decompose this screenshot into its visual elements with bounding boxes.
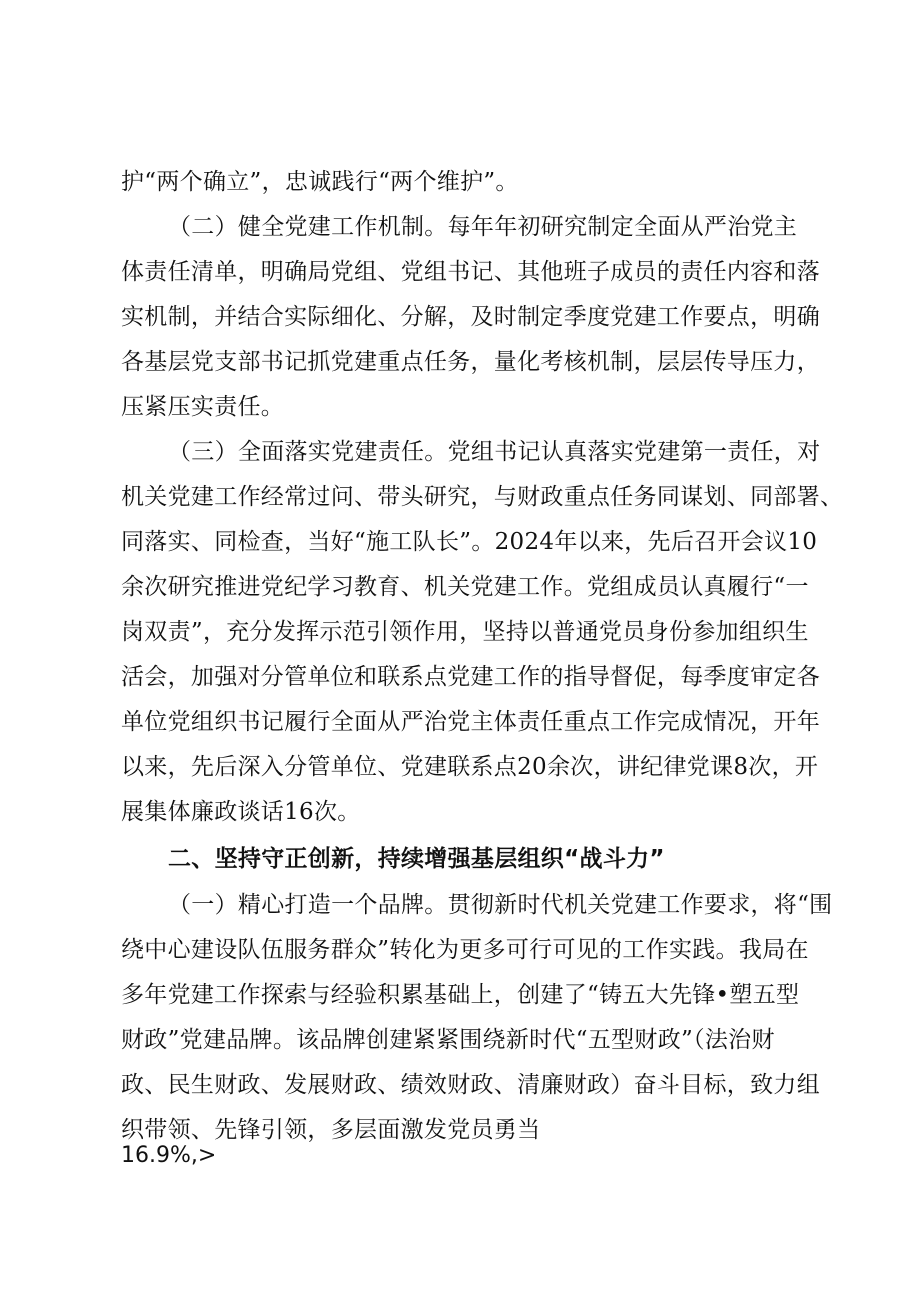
paragraph-line: 体责任清单，明确局党组、党组书记、其他班子成员的责任内容和落 <box>121 259 820 285</box>
section-heading: 二、坚持守正创新，持续增强基层组织“战斗力” <box>168 846 665 872</box>
paragraph-line: 政、民生财政、发展财政、绩效财政、清廉财政）奋斗目标，致力组 <box>121 1072 820 1098</box>
paragraph-line: 各基层党支部书记抓党建重点任务，量化考核机制，层层传导压力， <box>121 349 820 375</box>
stray-text: 16.9%,> <box>121 1143 217 1168</box>
paragraph-line: 余次研究推进党纪学习教育、机关党建工作。党组成员认真履行“一 <box>121 574 809 600</box>
subsection-1-first-line: （一）精心打造一个品牌。贯彻新时代机关党建工作要求，将“围 <box>168 892 833 918</box>
paragraph-line: 同落实、同检查，当好“施工队长”。2024年以来，先后召开会议10 <box>121 529 818 555</box>
paragraph-line: 压紧压实责任。 <box>121 394 285 420</box>
paragraph-line: 以来，先后深入分管单位、党建联系点20余次，讲纪律党课8次，开 <box>121 754 819 780</box>
section-2-first-line: （二）健全党建工作机制。每年年初研究制定全面从严治党主 <box>168 214 798 240</box>
paragraph-line: 展集体廉政谈话16次。 <box>121 799 361 825</box>
paragraph-line: 单位党组织书记履行全面从严治党主体责任重点工作完成情况，开年 <box>121 709 820 735</box>
paragraph-line: 护“两个确立”，忠诚践行“两个维护”。 <box>121 169 519 195</box>
paragraph-line: 财政”党建品牌。该品牌创建紧紧围绕新时代“五型财政”（法治财 <box>121 1027 775 1053</box>
paragraph-line: 多年党建工作探索与经验积累基础上，创建了“铸五大先锋•塑五型 <box>121 982 800 1008</box>
paragraph-line: 织带领、先锋引领，多层面激发党员勇当 <box>121 1117 541 1143</box>
paragraph-line: 绕中心建设队伍服务群众”转化为更多可行可见的工作实践。我局在 <box>121 937 809 963</box>
paragraph-line: 机关党建工作经常过问、带头研究，与财政重点任务同谋划、同部署、 <box>121 484 844 510</box>
section-3-first-line: （三）全面落实党建责任。党组书记认真落实党建第一责任，对 <box>168 439 821 465</box>
paragraph-line: 实机制，并结合实际细化、分解，及时制定季度党建工作要点，明确 <box>121 304 820 330</box>
paragraph-line: 岗双责”，充分发挥示范引领作用，坚持以普通党员身份参加组织生 <box>121 619 809 645</box>
paragraph-line: 活会，加强对分管单位和联系点党建工作的指导督促，每季度审定各 <box>121 664 820 690</box>
